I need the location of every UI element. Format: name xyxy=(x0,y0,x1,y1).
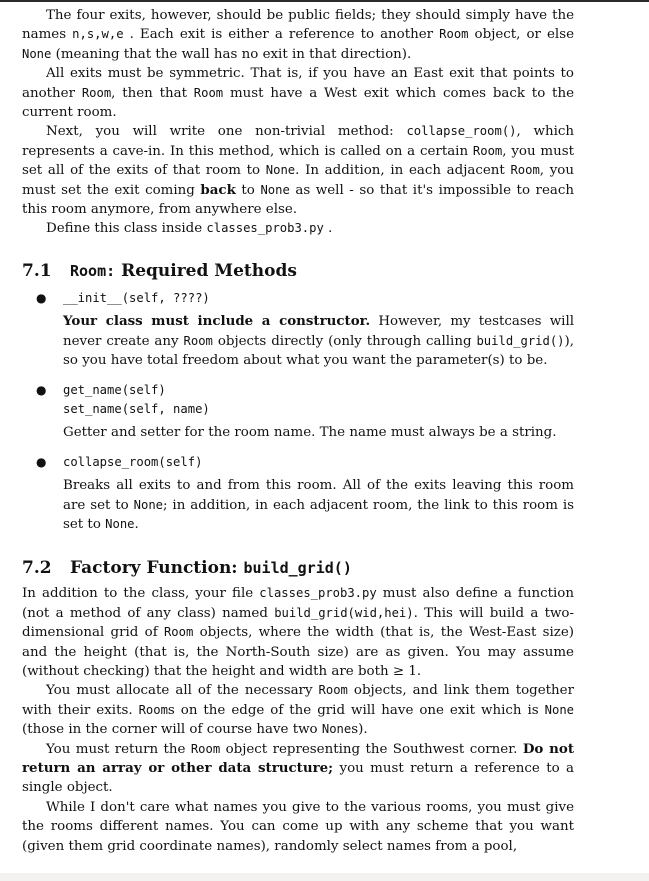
method-list xyxy=(22,289,574,534)
section-heading-factory-function: 7.2 Factory Function: build_grid() xyxy=(22,558,352,579)
method-description: Your class must include a constructor. However, my testcases will never create any Room objects directly (only through calling build_grid()), so you have total freedom about what you want the parameter(s) to be. xyxy=(63,313,575,369)
page-bottom-edge xyxy=(0,873,649,881)
bullet-icon: ● xyxy=(36,454,47,469)
bullet-icon: ● xyxy=(36,290,47,305)
method-signature: collapse_room(self) xyxy=(63,454,203,469)
top-rule xyxy=(0,0,649,2)
factory-paragraph-intro: In addition to the class, your file classes_prob3.py must also define a function (not a method of any class) named build_grid(wid,hei). This will build a two-dimensional grid of Room objects, where the width (that is, the West-East size) and the height (that is, the North-South size) are as given. You may assume (without checking) that the height and width are both ≥ 1. xyxy=(22,586,574,679)
method-signature: set_name(self, name) xyxy=(63,401,210,416)
method-signature: get_name(self) xyxy=(63,382,166,397)
method-description: Breaks all exits to and from this room. All of the exits leaving this room are set to None; in addition, in each adjacent room, the link to this room is set to None. xyxy=(63,478,574,532)
list-item xyxy=(22,289,574,371)
document-page xyxy=(22,6,574,856)
intro-paragraph-collapse: Next, you will write one non-trivial method: collapse_room(), which represents a cave-in. In this method, which is called on a certain Room, you must set all of the exits of that room to None. In addition, in each adjacent Room, you must set the exit coming back to None as well - so that it's impossible to reach this room anymore, from anywhere else. xyxy=(22,124,574,218)
method-description: Getter and setter for the room name. The name must always be a string. xyxy=(63,425,557,441)
factory-paragraph-return: You must return the Room object representing the Southwest corner. Do not return an array or other data structure; you must return a reference to a single object. xyxy=(22,740,575,796)
list-item xyxy=(22,453,574,535)
list-item xyxy=(22,381,574,443)
intro-paragraph-define: Define this class inside classes_prob3.py . xyxy=(46,221,333,237)
method-signature: __init__(self, ????) xyxy=(63,290,210,305)
factory-paragraph-allocate: You must allocate all of the necessary Room objects, and link them together with their exits. Rooms on the edge of the grid will have one exit which is None (those in the corner will of course have two Nones). xyxy=(22,683,574,738)
bullet-icon: ● xyxy=(36,382,47,397)
intro-paragraph-symmetric: All exits must be symmetric. That is, if you have an East exit that points to another Room, then that Room must have a West exit which comes back to the current room. xyxy=(22,66,574,121)
factory-paragraph-names: While I don't care what names you give to the various rooms, you must give the rooms different names. You can come up with any scheme that you want (given them grid coordinate names), randomly select names from a pool, xyxy=(22,799,574,854)
intro-paragraph-exits: The four exits, however, should be public fields; they should simply have the names n,s,w,e . Each exit is either a reference to another Room object, or else None (meaning that the wall has no exit in that direction). xyxy=(22,8,574,62)
section-heading-required-methods: 7.1 Room: Required Methods xyxy=(22,260,297,281)
